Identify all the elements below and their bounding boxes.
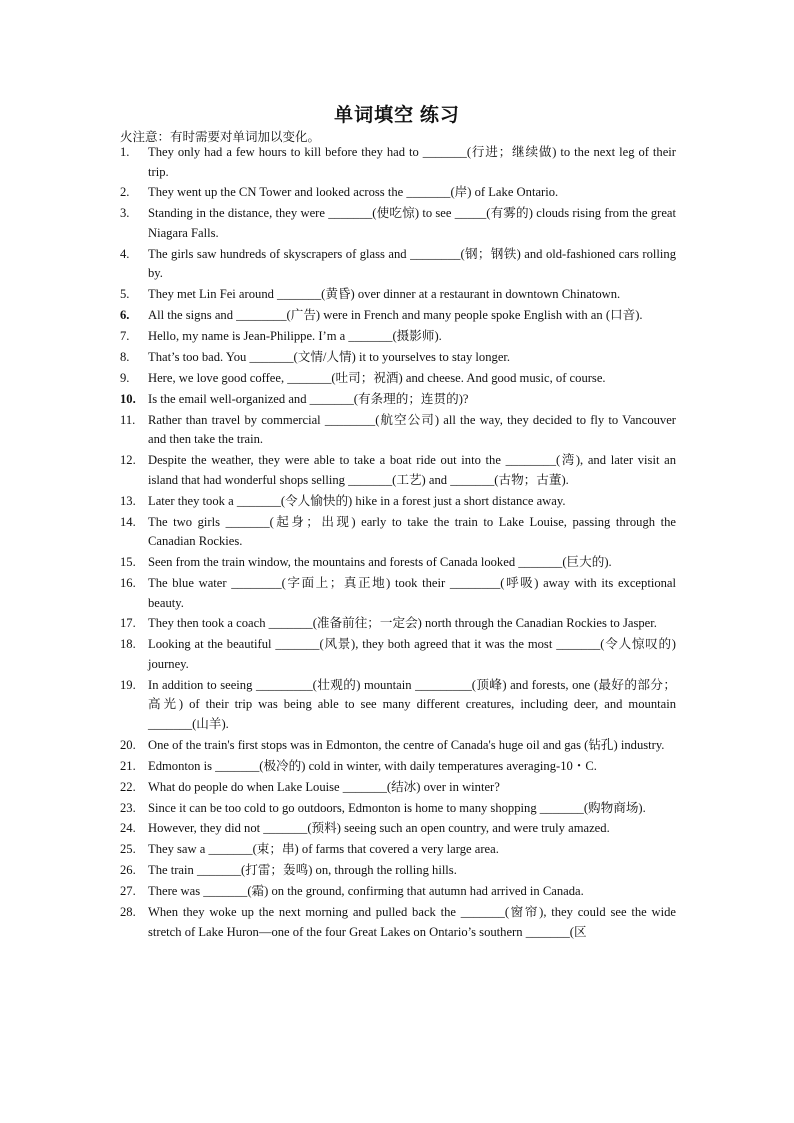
item-number: 28. — [120, 904, 136, 919]
item-sentence: Despite the weather, they were able to take a boat ride out into the ________(湾), and later visit an island that had wonderful shops selling _______(工艺) and _______(古物；古董). — [148, 453, 676, 487]
item-sentence: What do people do when Lake Louise _______(结冰) over in winter? — [148, 779, 500, 794]
item-sentence: The train _______(打雷；轰鸣) on, through the rolling hills. — [148, 863, 457, 878]
item-number: 12. — [120, 453, 136, 468]
item-sentence: They only had a few hours to kill before they had to _______(行进；继续做) to the next leg of their trip. — [148, 145, 676, 179]
item-sentence: Looking at the beautiful _______(风景), they both agreed that it was the most _______(令人惊叹的) journey. — [148, 637, 676, 671]
exercise-item — [120, 369, 676, 389]
item-sentence: Edmonton is _______(极冷的) cold in winter, with daily temperatures averaging-10・C. — [148, 758, 597, 773]
item-sentence: Here, we love good coffee, _______(吐司；祝酒) and cheese. And good music, of course. — [148, 370, 606, 385]
item-number: 6. — [120, 308, 130, 323]
item-sentence: Is the email well-organized and _______(有条理的；连贯的)? — [148, 391, 469, 406]
item-sentence: That’s too bad. You _______(文情/人情) it to yourselves to stay longer. — [148, 350, 511, 365]
item-number: 21. — [120, 758, 136, 773]
item-number: 23. — [120, 800, 136, 815]
item-number: 9. — [120, 370, 130, 385]
exercise-item — [120, 757, 676, 777]
exercise-item — [120, 390, 676, 410]
item-number: 10. — [120, 391, 136, 406]
item-sentence: The two girls _______(起身；出现) early to take the train to Lake Louise, passing through the Canadian Rockies. — [148, 514, 676, 549]
exercise-item — [120, 183, 676, 203]
instruction-note: 火注意：有时需要对单词加以变化。 — [120, 130, 321, 144]
item-number: 22. — [120, 779, 136, 794]
exercise-item — [120, 882, 676, 902]
item-sentence: They then took a coach _______(准备前往；一定会) north through the Canadian Rockies to Jasper. — [148, 616, 657, 631]
item-sentence: They saw a _______(束；串) of farms that covered a very large area. — [148, 842, 499, 857]
exercise-item — [120, 819, 676, 839]
item-sentence: However, they did not _______(预料) seeing such an open country, and were truly amazed. — [148, 821, 610, 836]
exercise-item — [120, 285, 676, 305]
exercise-item — [120, 411, 676, 450]
item-number: 7. — [120, 329, 130, 344]
item-sentence: The blue water ________(字面上；真正地) took their ________(呼吸) away with its exceptional beauty. — [148, 575, 676, 610]
item-sentence: Hello, my name is Jean-Philippe. I’m a _______(摄影师). — [148, 329, 442, 344]
item-sentence: They went up the CN Tower and looked across the _______(岸) of Lake Ontario. — [148, 185, 559, 200]
item-number: 11. — [120, 412, 136, 427]
exercise-item — [120, 676, 676, 735]
item-number: 2. — [120, 185, 130, 200]
exercise-item — [120, 778, 676, 798]
exercise-item — [120, 327, 676, 347]
item-sentence: Rather than travel by commercial ________(航空公司) all the way, they decided to fly to Vancouver and then take the train. — [148, 412, 676, 447]
item-number: 1. — [120, 145, 130, 159]
item-number: 17. — [120, 616, 136, 631]
item-number: 4. — [120, 246, 130, 261]
exercise-item — [120, 861, 676, 881]
exercise-item — [120, 736, 676, 756]
item-sentence: In addition to seeing _________(壮观的) mountain _________(顶峰) and forests, one (最好的部分；高光) of their trip was being able to see many different creatures, including deer, and mountain _______(山羊). — [148, 677, 676, 731]
item-sentence: Seen from the train window, the mountains and forests of Canada looked _______(巨大的). — [148, 555, 612, 570]
item-number: 8. — [120, 350, 130, 365]
item-number: 16. — [120, 575, 136, 590]
exercise-item — [120, 143, 676, 182]
item-number: 19. — [120, 677, 136, 692]
item-number: 14. — [120, 514, 136, 529]
item-number: 20. — [120, 737, 136, 752]
item-sentence: Since it can be too cold to go outdoors, Edmonton is home to many shopping _______(购物商场). — [148, 800, 646, 815]
item-number: 3. — [120, 206, 130, 221]
exercise-item — [120, 635, 676, 674]
exercise-item — [120, 574, 676, 613]
item-number: 26. — [120, 863, 136, 878]
exercise-item — [120, 513, 676, 552]
item-number: 13. — [120, 493, 136, 508]
item-number: 24. — [120, 821, 136, 836]
exercise-item — [120, 840, 676, 860]
item-sentence: When they woke up the next morning and pulled back the _______(窗帘), they could see the wide stretch of Lake Huron—one of the four Great Lakes on Ontario’s southern _______(区 — [148, 904, 676, 939]
item-sentence: Standing in the distance, they were _______(使吃惊) to see _____(有雾的) clouds rising from the great Niagara Falls. — [148, 206, 676, 240]
item-number: 18. — [120, 637, 136, 652]
item-number: 25. — [120, 842, 136, 857]
exercise-item — [120, 614, 676, 634]
exercise-item — [120, 553, 676, 573]
item-number: 27. — [120, 884, 136, 899]
exercise-item — [120, 306, 676, 326]
exercise-item — [120, 348, 676, 368]
item-number: 5. — [120, 287, 130, 302]
page-title: 单词填空 练习 — [334, 105, 460, 126]
exercise-list — [120, 143, 676, 943]
item-sentence: Later they took a _______(令人愉快的) hike in a forest just a short distance away. — [148, 493, 566, 508]
exercise-item — [120, 903, 676, 942]
item-sentence: All the signs and ________(广告) were in French and many people spoke English with an (口音). — [148, 308, 643, 323]
item-sentence: There was _______(霜) on the ground, confirming that autumn had arrived in Canada. — [148, 884, 584, 899]
exercise-item — [120, 451, 676, 490]
exercise-item — [120, 204, 676, 243]
exercise-item — [120, 492, 676, 512]
item-sentence: They met Lin Fei around _______(黄昏) over dinner at a restaurant in downtown Chinatown. — [148, 287, 621, 302]
exercise-item — [120, 799, 676, 819]
item-sentence: The girls saw hundreds of skyscrapers of glass and ________(钢；钢铁) and old-fashioned cars rolling by. — [148, 246, 676, 281]
item-number: 15. — [120, 555, 136, 570]
exercise-item — [120, 245, 676, 284]
item-sentence: One of the train's first stops was in Edmonton, the centre of Canada's huge oil and gas (钻孔) industry. — [148, 737, 665, 752]
